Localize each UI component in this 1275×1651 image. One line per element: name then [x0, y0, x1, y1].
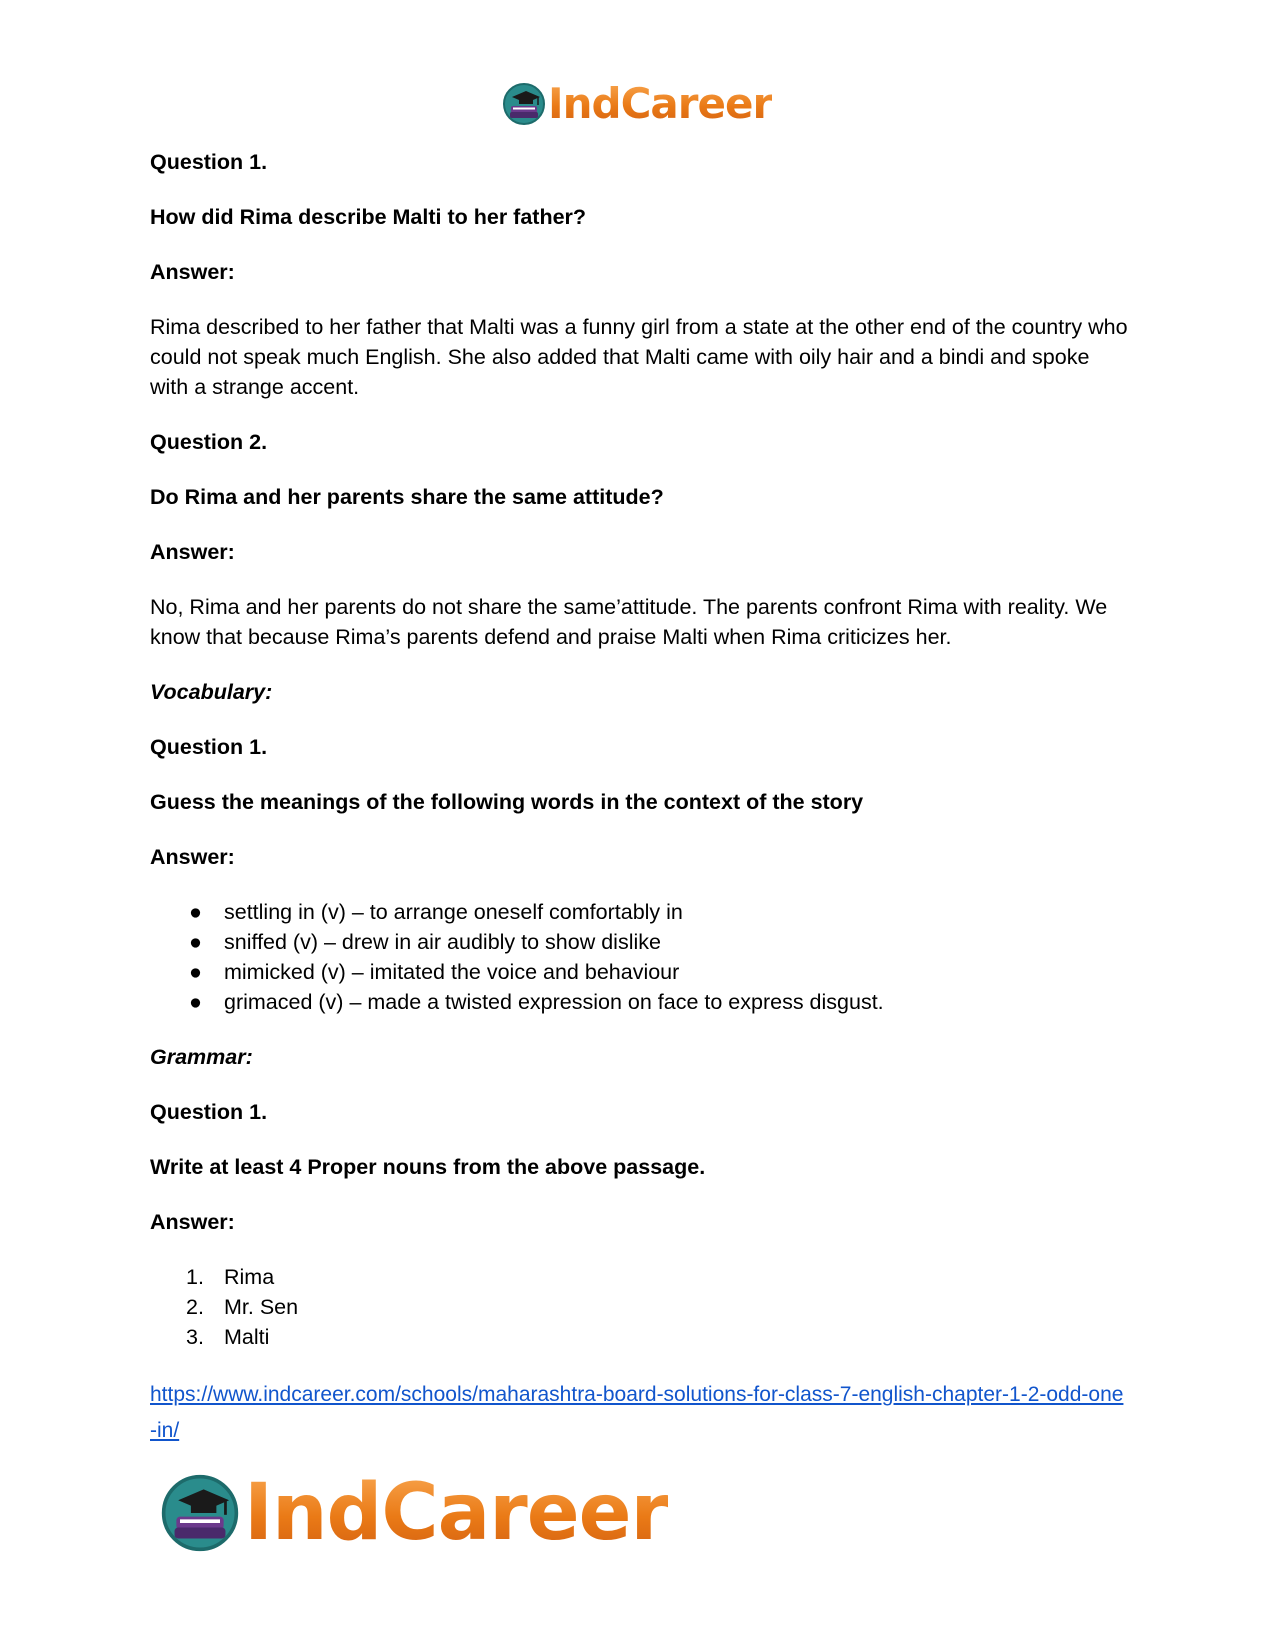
list-item: [150, 897, 1130, 927]
vocabulary-heading: Vocabulary:: [150, 680, 273, 704]
source-link[interactable]: https://www.indcareer.com/schools/maharashtra-board-solutions-for-class-7-english-chapter-1-2-odd-one-in/: [150, 1383, 1124, 1442]
logo-wordmark: IndCareer: [244, 1468, 668, 1558]
number-marker: 2.: [186, 1295, 204, 1319]
graduation-books-icon: [160, 1473, 240, 1553]
noun-text: Malti: [224, 1325, 270, 1349]
list-item: [150, 987, 1130, 1017]
list-item: [150, 927, 1130, 957]
question-2-text: Do Rima and her parents share the same attitude?: [150, 485, 664, 509]
footer-logo: [160, 1470, 668, 1556]
vocab-question-1-text: Guess the meanings of the following words in the context of the story: [150, 790, 864, 814]
proper-nouns-list: [150, 1262, 1130, 1352]
vocab-item-text: sniffed (v) – drew in air audibly to show dislike: [224, 930, 661, 954]
bullet-marker: ●: [189, 990, 202, 1014]
question-2-label: Question 2.: [150, 430, 268, 454]
bullet-marker: ●: [189, 900, 202, 924]
vocab-item-text: mimicked (v) – imitated the voice and behaviour: [224, 960, 680, 984]
question-1-text: How did Rima describe Malti to her father?: [150, 205, 587, 229]
answer-2-text: No, Rima and her parents do not share the same’attitude. The parents confront Rima with reality. We know that because Rima’s parents defend and praise Malti when Rima criticizes her.: [150, 595, 1108, 649]
vocabulary-list: [150, 897, 1130, 1017]
list-item: [150, 1322, 1130, 1352]
number-marker: 1.: [186, 1265, 204, 1289]
vocab-item-text: grimaced (v) – made a twisted expression on face to express disgust.: [224, 990, 884, 1014]
list-item: [150, 957, 1130, 987]
graduation-books-icon: [502, 82, 546, 126]
header-logo: [502, 80, 772, 128]
list-item: [150, 1262, 1130, 1292]
grammar-question-1-text: Write at least 4 Proper nouns from the above passage.: [150, 1155, 706, 1179]
vocab-question-1-label: Question 1.: [150, 735, 268, 759]
noun-text: Rima: [224, 1265, 275, 1289]
grammar-question-1-label: Question 1.: [150, 1100, 268, 1124]
document-body: [150, 147, 1130, 1449]
vocab-answer-label: Answer:: [150, 845, 235, 869]
vocab-item-text: settling in (v) – to arrange oneself comfortably in: [224, 900, 683, 924]
question-1-label: Question 1.: [150, 150, 268, 174]
list-item: [150, 1292, 1130, 1322]
bullet-marker: ●: [189, 960, 202, 984]
grammar-answer-label: Answer:: [150, 1210, 235, 1234]
grammar-heading: Grammar:: [150, 1045, 253, 1069]
answer-2-label: Answer:: [150, 540, 235, 564]
noun-text: Mr. Sen: [224, 1295, 299, 1319]
logo-wordmark: IndCareer: [548, 79, 773, 128]
answer-1-text: Rima described to her father that Malti was a funny girl from a state at the other end of the country who could not speak much English. She also added that Malti came with oily hair and a bindi and spoke with a strange accent.: [150, 315, 1128, 399]
answer-1-label: Answer:: [150, 260, 235, 284]
number-marker: 3.: [186, 1325, 204, 1349]
bullet-marker: ●: [189, 930, 202, 954]
